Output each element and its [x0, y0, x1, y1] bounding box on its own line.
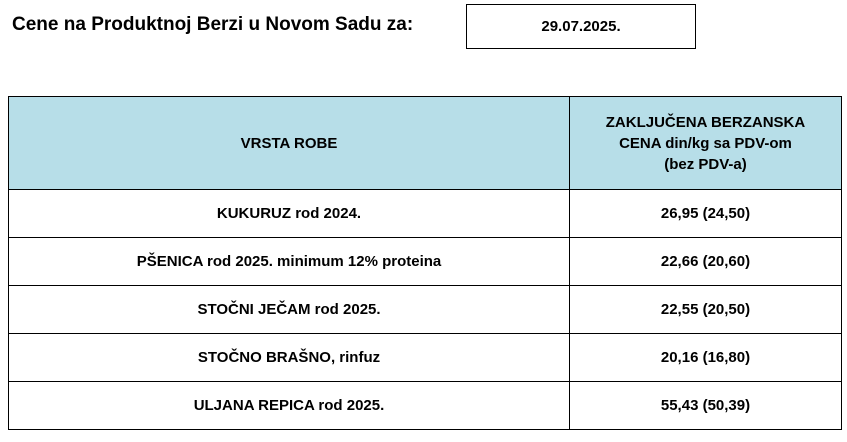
product-cell: ULJANA REPICA rod 2025.	[9, 382, 570, 430]
price-table	[8, 96, 842, 430]
product-cell: PŠENICA rod 2025. minimum 12% proteina	[9, 238, 570, 286]
product-cell: KUKURUZ rod 2024.	[9, 190, 570, 238]
date-box	[466, 4, 696, 49]
column-header-product: VRSTA ROBE	[9, 97, 570, 190]
table-header-row	[9, 97, 842, 190]
price-cell: 22,66 (20,60)	[570, 238, 842, 286]
price-cell: 20,16 (16,80)	[570, 334, 842, 382]
product-cell: STOČNI JEČAM rod 2025.	[9, 286, 570, 334]
page-title: Cene na Produktnoj Berzi u Novom Sadu za:	[12, 14, 414, 35]
column-header-price-label: ZAKLJUČENA BERZANSKA CENA din/kg sa PDV-om (bez PDV-a)	[605, 113, 806, 173]
table-row	[9, 190, 842, 238]
price-cell: 26,95 (24,50)	[570, 190, 842, 238]
table-row	[9, 238, 842, 286]
date-value: 29.07.2025.	[541, 18, 621, 35]
price-cell: 55,43 (50,39)	[570, 382, 842, 430]
price-cell: 22,55 (20,50)	[570, 286, 842, 334]
column-header-price	[570, 97, 842, 190]
table-row	[9, 286, 842, 334]
table-row	[9, 382, 842, 430]
product-cell: STOČNO BRAŠNO, rinfuz	[9, 334, 570, 382]
table-row	[9, 334, 842, 382]
